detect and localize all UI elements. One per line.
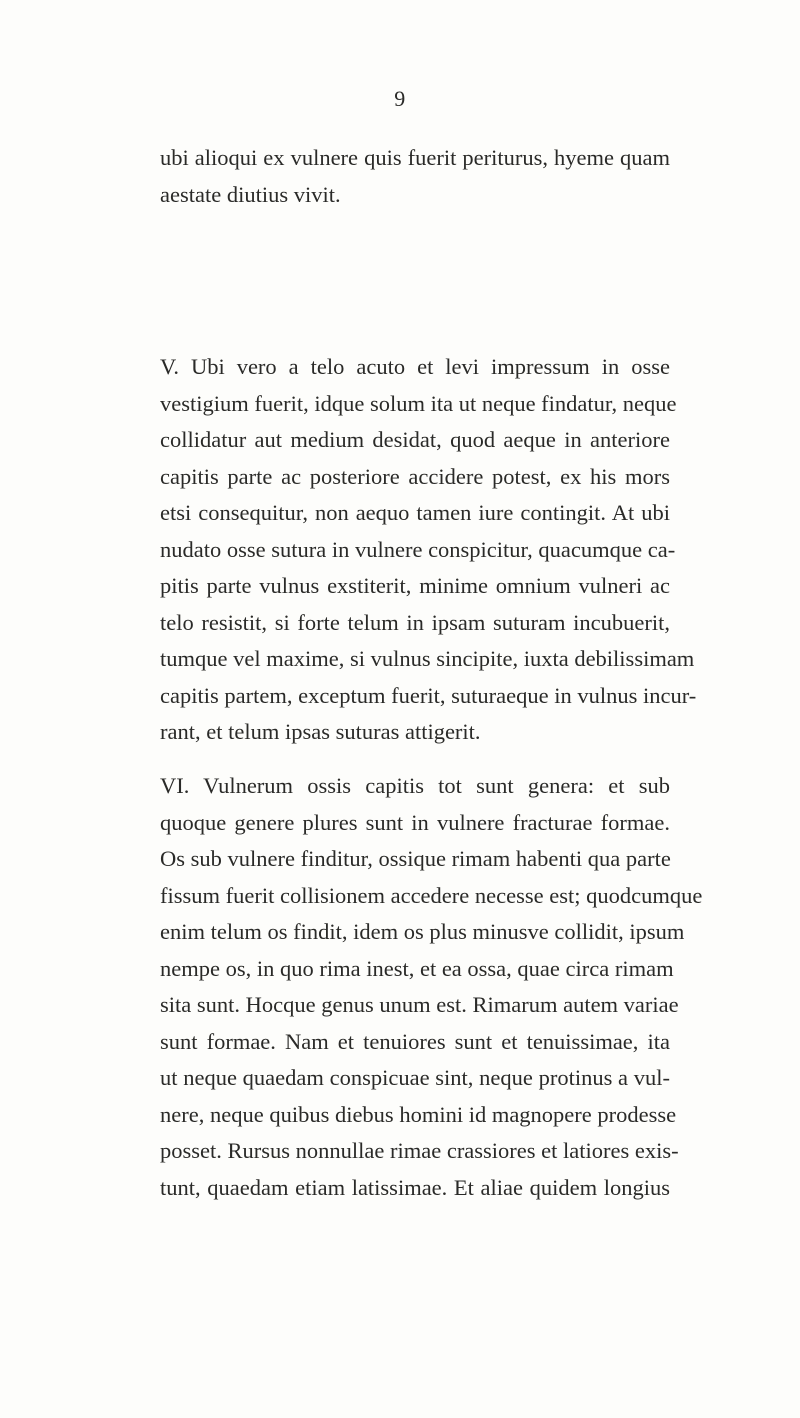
text-line: aestate diutius vivit. xyxy=(160,181,341,207)
text-line: vestigium fuerit, idque solum ita ut neque findatur, neque xyxy=(160,390,677,416)
text-line: quoque genere plures sunt in vulnere fracturae formae. xyxy=(160,809,670,835)
text-line: rant, et telum ipsas suturas attigerit. xyxy=(160,719,481,744)
text-line: telo resistit, si forte telum in ipsam suturam incubuerit, xyxy=(160,609,670,635)
paragraph-section-v xyxy=(160,349,697,751)
text-line: collidatur aut medium desidat, quod aeque in anteriore xyxy=(160,427,670,452)
text-line: tunt, quaedam etiam latissimae. Et aliae quidem longius xyxy=(160,1174,670,1200)
text-line: nere, neque quibus diebus homini id magnopere prodesse xyxy=(160,1101,677,1127)
text-line: nempe os, in quo rima inest, et ea ossa, quae circa rimam xyxy=(160,955,674,981)
text-line: sita sunt. Hocque genus unum est. Rimarum autem variae xyxy=(160,992,679,1017)
text-line: Os sub vulnere finditur, ossique rimam habenti qua parte xyxy=(160,846,671,871)
text-line: ut neque quaedam conspicuae sint, neque protinus a vul- xyxy=(160,1065,670,1090)
text-line: V. Ubi vero a telo acuto et levi impressum in osse xyxy=(160,354,670,379)
text-line: posset. Rursus nonnullae rimae crassiores et latiores exis- xyxy=(160,1138,679,1163)
text-line: pitis parte vulnus exstiterit, minime omnium vulneri ac xyxy=(160,573,670,598)
text-line: sunt formae. Nam et tenuiores sunt et tenuissimae, ita xyxy=(160,1028,670,1054)
page-number: 9 xyxy=(394,86,406,111)
text-line: fissum fuerit collisionem accedere necesse est; quodcumque xyxy=(160,882,703,908)
text-line: capitis partem, exceptum fuerit, suturaeque in vulnus incur- xyxy=(160,682,697,708)
text-line: tumque vel maxime, si vulnus sincipite, iuxta debilissimam xyxy=(160,646,695,671)
text-line: VI. Vulnerum ossis capitis tot sunt genera: et sub xyxy=(160,773,670,798)
paragraph-continuation xyxy=(160,140,670,213)
text-line: enim telum os findit, idem os plus minusve collidit, ipsum xyxy=(160,919,685,944)
text-line: capitis parte ac posteriore accidere potest, ex his mors xyxy=(160,463,670,489)
paragraph-section-vi xyxy=(160,768,703,1206)
text-line: nudato osse sutura in vulnere conspicitur, quacumque ca- xyxy=(160,536,676,562)
text-line: etsi consequitur, non aequo tamen iure contingit. At ubi xyxy=(160,500,670,525)
text-line: ubi alioqui ex vulnere quis fuerit periturus, hyeme quam xyxy=(160,145,670,170)
